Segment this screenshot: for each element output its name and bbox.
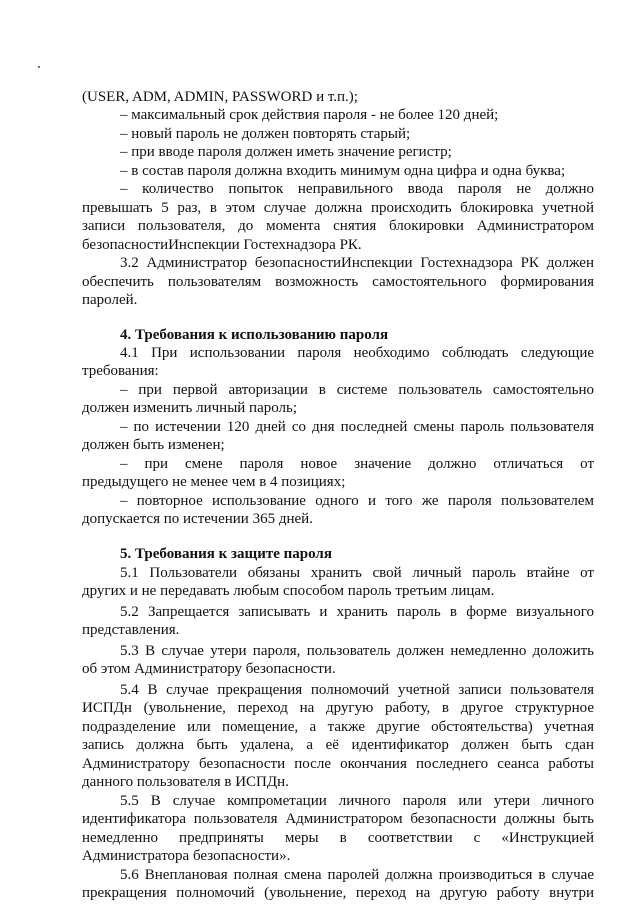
- list-item: – при первой авторизации в системе пользователь самостоятельно: [120, 382, 594, 398]
- text-line: обеспечить пользователям возможность самостоятельного формирования: [82, 274, 594, 290]
- list-item: – максимальный срок действия пароля - не более 120 дней;: [120, 107, 499, 123]
- text-line: (USER, ADM, ADMIN, PASSWORD и т.п.);: [82, 89, 358, 105]
- list-item: – при вводе пароля должен иметь значение регистр;: [120, 144, 452, 160]
- list-item: – в состав пароля должна входить минимум одна цифра и одна буква;: [120, 163, 566, 179]
- text-line: подразделение или помещение, а также другие обстоятельства) учетная: [82, 719, 594, 735]
- text-line: предыдущего не менее чем в 4 позициях;: [82, 474, 346, 490]
- paragraph-5-2: 5.2 Запрещается записывать и хранить пароль в форме визуального: [120, 604, 594, 620]
- text-line: ИСПДн (увольнение, переход на другую работу, в другое структурное: [82, 700, 594, 716]
- section-heading-5: 5. Требования к защите пароля: [120, 546, 332, 562]
- text-line: превышать 5 раз, в этом случае должна происходить блокировка учетной: [82, 200, 594, 216]
- text-line: должен быть изменен;: [82, 437, 225, 453]
- paragraph-5-5: 5.5 В случае компрометации личного пароля или утери личного: [120, 793, 594, 809]
- text-line: допускается по истечении 365 дней.: [82, 511, 313, 527]
- text-line: об этом Администратору безопасности.: [82, 661, 336, 677]
- text-line: Администратору безопасности после окончания последнего сеанса работы: [82, 756, 594, 772]
- list-item: – при смене пароля новое значение должно отличаться от: [120, 456, 594, 472]
- text-line: безопасностиИнспекции Гостехнадзора РК.: [82, 237, 362, 253]
- text-line: прекращения полномочий (увольнение, переход на другую работу внутри: [82, 885, 594, 901]
- scan-speck: [38, 66, 40, 68]
- list-item: – по истечении 120 дней со дня последней смены пароль пользователя: [120, 419, 594, 435]
- list-item: – новый пароль не должен повторять старый;: [120, 126, 411, 142]
- text-line: представления.: [82, 622, 180, 638]
- paragraph-4-1: 4.1 При использовании пароля необходимо соблюдать следующие: [120, 345, 594, 361]
- list-item: – повторное использование одного и того же пароля пользователем: [120, 493, 594, 509]
- paragraph-5-3: 5.3 В случае утери пароля, пользователь должен немедленно доложить: [120, 643, 594, 659]
- paragraph-3-2: 3.2 Администратор безопасностиИнспекции Гостехнадзора РК должен: [120, 255, 594, 271]
- text-line: данного пользователя в ИСПДн.: [82, 774, 289, 790]
- text-line: требования:: [82, 363, 159, 379]
- paragraph-5-1: 5.1 Пользователи обязаны хранить свой личный пароль втайне от: [120, 565, 594, 581]
- list-item: – количество попыток неправильного ввода пароля не должно: [120, 181, 594, 197]
- text-line: должен изменить личный пароль;: [82, 400, 298, 416]
- text-line: запись должна быть удалена, а её идентификатор должен быть сдан: [82, 737, 594, 753]
- text-line: записи пользователя, до момента снятия блокировки Администратором: [82, 218, 594, 234]
- text-line: немедленно предприняты меры в соответствии с «Инструкцией: [82, 830, 594, 846]
- paragraph-5-6: 5.6 Внеплановая полная смена паролей должна производиться в случае: [120, 867, 594, 883]
- text-line: паролей.: [82, 292, 138, 308]
- paragraph-5-4: 5.4 В случае прекращения полномочий учетной записи пользователя: [120, 682, 594, 698]
- text-line: идентификатора пользователя Администратором безопасности должны быть: [82, 811, 594, 827]
- text-line: других и не передавать любым способом пароль третьим лицам.: [82, 583, 495, 599]
- text-line: Администратора безопасности».: [82, 848, 291, 864]
- section-heading-4: 4. Требования к использованию пароля: [120, 327, 389, 343]
